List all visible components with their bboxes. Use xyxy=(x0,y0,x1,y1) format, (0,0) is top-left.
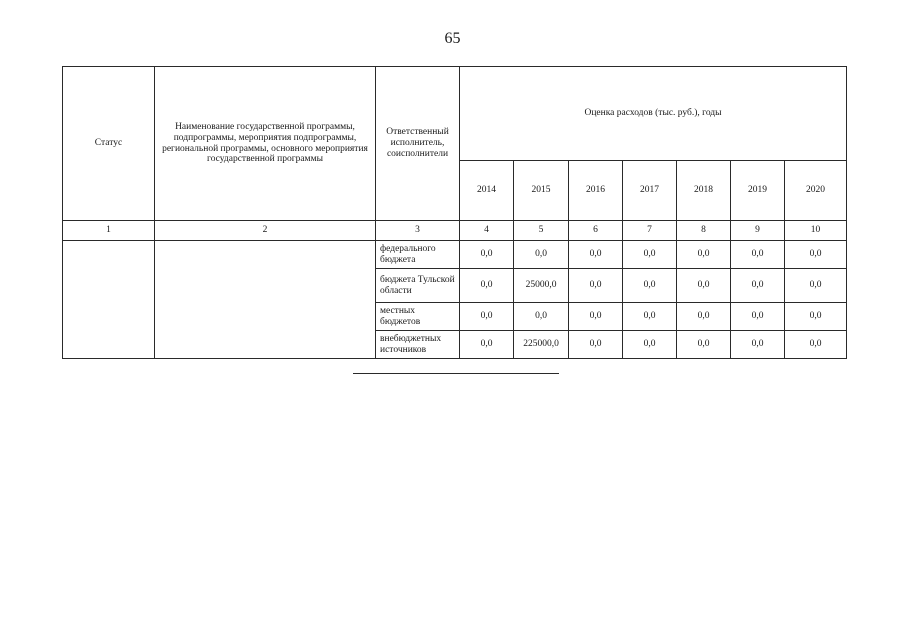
table-cell: 0,0 xyxy=(785,303,847,331)
funding-source: местных бюджетов xyxy=(376,303,460,331)
header-status: Статус xyxy=(63,67,155,221)
column-number: 5 xyxy=(514,221,569,241)
page-number: 65 xyxy=(444,30,461,47)
table-cell: 0,0 xyxy=(569,331,623,359)
table-cell: 0,0 xyxy=(569,303,623,331)
table-cell: 0,0 xyxy=(623,269,677,303)
table-cell: 0,0 xyxy=(785,269,847,303)
funding-source: федерального бюджета xyxy=(376,241,460,269)
header-year: 2014 xyxy=(460,161,514,221)
table-cell: 0,0 xyxy=(569,241,623,269)
table-cell: 0,0 xyxy=(460,303,514,331)
header-year: 2018 xyxy=(677,161,731,221)
table-cell: 0,0 xyxy=(677,241,731,269)
column-number: 9 xyxy=(731,221,785,241)
status-cell xyxy=(63,241,155,359)
table-cell: 0,0 xyxy=(731,331,785,359)
table-cell: 0,0 xyxy=(731,269,785,303)
header-year: 2016 xyxy=(569,161,623,221)
table-cell: 0,0 xyxy=(514,303,569,331)
table-cell: 0,0 xyxy=(514,241,569,269)
table-cell: 0,0 xyxy=(785,331,847,359)
header-year: 2020 xyxy=(785,161,847,221)
table-cell: 25000,0 xyxy=(514,269,569,303)
column-number: 7 xyxy=(623,221,677,241)
table-cell: 0,0 xyxy=(460,331,514,359)
header-name: Наименование государственной программы, подпрограммы, мероприятия подпрограммы, региональной программы, основного мероприятия государственной программы xyxy=(155,67,376,221)
column-number: 4 xyxy=(460,221,514,241)
header-year: 2015 xyxy=(514,161,569,221)
table-cell: 0,0 xyxy=(677,303,731,331)
column-number: 6 xyxy=(569,221,623,241)
table-cell: 0,0 xyxy=(677,269,731,303)
table-cell: 0,0 xyxy=(785,241,847,269)
header-costs: Оценка расходов (тыс. руб.), годы xyxy=(460,67,847,161)
header-year: 2019 xyxy=(731,161,785,221)
funding-source: бюджета Тульской области xyxy=(376,269,460,303)
table-cell: 0,0 xyxy=(731,303,785,331)
column-number: 8 xyxy=(677,221,731,241)
table-cell: 0,0 xyxy=(677,331,731,359)
table-cell: 0,0 xyxy=(569,269,623,303)
column-number: 3 xyxy=(376,221,460,241)
table-cell: 0,0 xyxy=(460,269,514,303)
table-cell: 0,0 xyxy=(731,241,785,269)
header-year: 2017 xyxy=(623,161,677,221)
column-number: 1 xyxy=(63,221,155,241)
column-number: 2 xyxy=(155,221,376,241)
funding-source: внебюджетных источников xyxy=(376,331,460,359)
table-cell: 225000,0 xyxy=(514,331,569,359)
separator-line xyxy=(353,373,559,374)
table-cell: 0,0 xyxy=(460,241,514,269)
program-name-cell xyxy=(155,241,376,359)
column-number: 10 xyxy=(785,221,847,241)
header-executor: Ответственный исполнитель, соисполнители xyxy=(376,67,460,221)
table-cell: 0,0 xyxy=(623,241,677,269)
table-cell: 0,0 xyxy=(623,331,677,359)
budget-table xyxy=(62,66,847,359)
table-row xyxy=(63,241,847,269)
table-cell: 0,0 xyxy=(623,303,677,331)
